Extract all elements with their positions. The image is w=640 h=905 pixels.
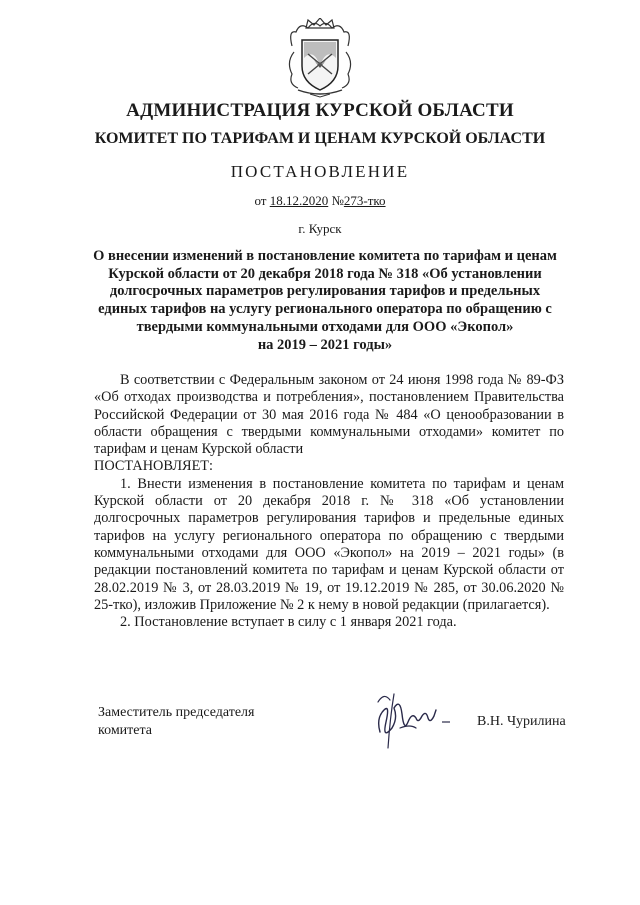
date-number-line xyxy=(0,193,640,209)
subject-line: Курской области от 20 декабря 2018 года № 318 «Об установлении xyxy=(108,265,542,282)
subject-line: на 2019 – 2021 годы» xyxy=(257,336,393,353)
position-line: комитета xyxy=(98,723,153,738)
position-line: Заместитель председателя xyxy=(98,705,255,720)
subject-line: долгосрочных параметров регулирования тарифов и предельных xyxy=(109,283,541,300)
subject-line: единых тарифов на услугу регионального оператора по обращению с xyxy=(98,301,552,318)
signatory-position xyxy=(98,704,254,740)
handwritten-signature xyxy=(370,688,460,752)
administration-title: АДМИНИСТРАЦИЯ КУРСКОЙ ОБЛАСТИ xyxy=(126,100,514,121)
document-number: 273-тко xyxy=(343,193,386,208)
number-sign: № xyxy=(331,193,344,208)
document-date: 18.12.2020 xyxy=(269,193,329,208)
date-prefix: от xyxy=(254,193,267,208)
subject-line: О внесении изменений в постановление комитета по тарифам и ценам xyxy=(93,248,557,264)
signatory-name: В.Н. Чурилина xyxy=(477,714,566,729)
document-body xyxy=(94,372,564,631)
item-2-paragraph: 2. Постановление вступает в силу с 1 января 2021 года. xyxy=(120,614,457,631)
decree-word: ПОСТАНОВЛЯЕТ: xyxy=(94,458,214,475)
preamble-paragraph: В соответствии с Федеральным законом от 24 июня 1998 года № 89-ФЗ «Об отходах производства и потребления», постановлением Правительства Российской Федерации от 30 мая 2016 года № 484 «О ценообразовании в области обращения с твердыми коммунальными отходами» комитет по тарифам и ценам Курской области xyxy=(94,372,564,458)
coat-of-arms-icon xyxy=(286,18,354,98)
city: г. Курск xyxy=(298,221,342,236)
committee-title: КОМИТЕТ ПО ТАРИФАМ И ЦЕНАМ КУРСКОЙ ОБЛАСТИ xyxy=(94,130,546,147)
document-subject xyxy=(90,248,560,354)
document-type: ПОСТАНОВЛЕНИЕ xyxy=(230,162,410,181)
subject-line: твердыми коммунальными отходами для ООО «Экопол» xyxy=(136,318,514,335)
item-1-paragraph: 1. Внести изменения в постановление комитета по тарифам и ценам Курской области от 20 декабря 2018 г. № 318 «Об установлении долгосрочных параметров регулирования тарифов и предельные единых тарифов на услугу регионального оператора по обращению с твердыми коммунальными отходами для ООО «Экопол» на 2019 – 2021 годы» (в редакции постановлений комитета по тарифам и ценам Курской области от 28.02.2019 № 3, от 28.03.2019 № 19, от 19.12.2019 № 285, от 30.06.2020 № 25-тко), изложив Приложение № 2 к нему в новой редакции (прилагается). xyxy=(94,475,564,613)
